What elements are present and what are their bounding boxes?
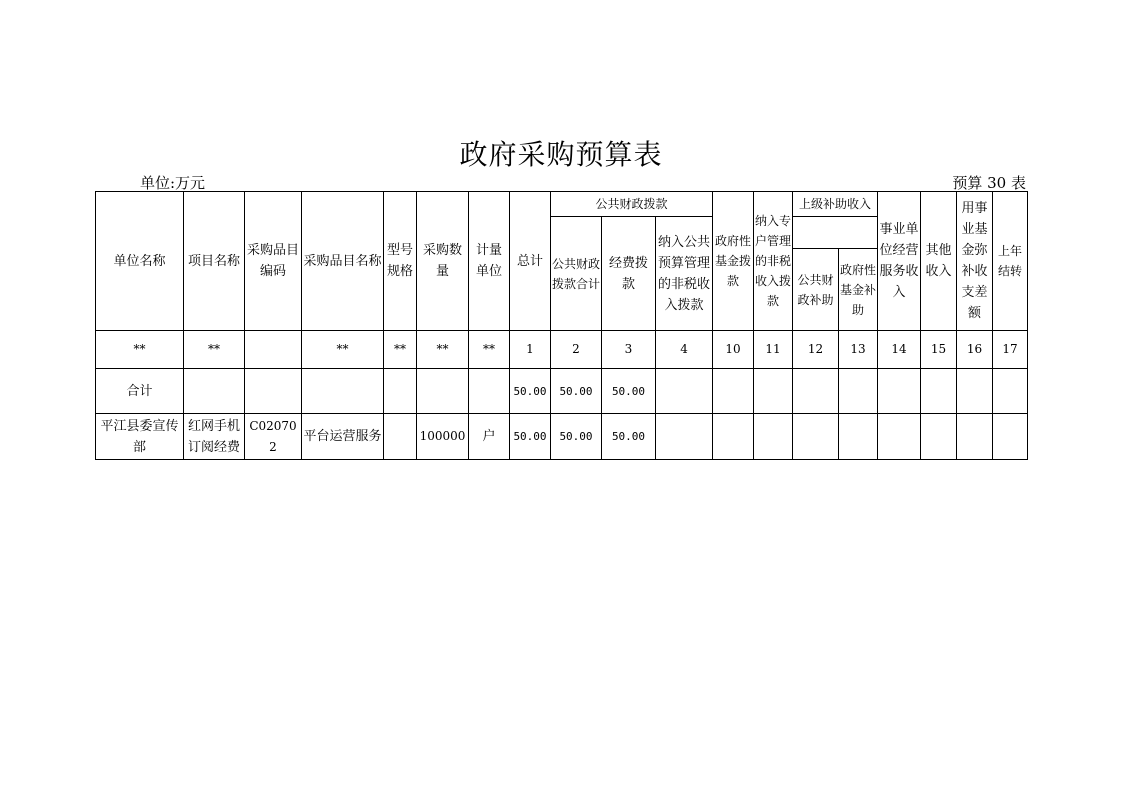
- table-cell: 平江县委宣传部: [96, 414, 184, 460]
- table-cell: [713, 369, 754, 414]
- header-public-fiscal-total: 公共财政拨款合计: [551, 217, 602, 331]
- header-other-income: 其他收入: [921, 192, 957, 331]
- index-cell: **: [469, 331, 510, 369]
- header-measure-unit: 计量单位: [469, 192, 510, 331]
- table-cell: [839, 369, 878, 414]
- table-cell: 50.00: [602, 369, 656, 414]
- index-cell: 13: [839, 331, 878, 369]
- header-unit-name: 单位名称: [96, 192, 184, 331]
- header-gov-fund-subsidy: 政府性基金补助: [839, 249, 878, 331]
- table-cell: 50.00: [551, 369, 602, 414]
- table-cell: 红网手机订阅经费: [184, 414, 245, 460]
- table-cell: C020702: [245, 414, 302, 460]
- header-fund-allocation: 经费拨款: [602, 217, 656, 331]
- index-cell: 4: [656, 331, 713, 369]
- table-cell: [656, 414, 713, 460]
- table-cell: [839, 414, 878, 460]
- index-cell: **: [302, 331, 384, 369]
- table-cell: [302, 369, 384, 414]
- table-cell: [184, 369, 245, 414]
- index-cell: 14: [878, 331, 921, 369]
- index-cell: 12: [793, 331, 839, 369]
- table-cell: [921, 414, 957, 460]
- index-cell: 11: [754, 331, 793, 369]
- table-cell: 户: [469, 414, 510, 460]
- index-cell: **: [96, 331, 184, 369]
- table-cell: [245, 369, 302, 414]
- header-gov-fund-allocation: 政府性基金拨款: [713, 192, 754, 331]
- table-number: 预算 30 表: [952, 174, 1026, 192]
- table-cell: [384, 369, 417, 414]
- table-cell: 100000: [417, 414, 469, 460]
- table-cell: 50.00: [551, 414, 602, 460]
- header-item-name: 采购品目名称: [302, 192, 384, 331]
- table-cell: [993, 369, 1028, 414]
- index-cell: 3: [602, 331, 656, 369]
- header-fund-make-up: 用事业基金弥补收支差额: [957, 192, 993, 331]
- index-cell: 2: [551, 331, 602, 369]
- table-cell: [878, 414, 921, 460]
- table-cell: 50.00: [510, 369, 551, 414]
- index-cell: 1: [510, 331, 551, 369]
- table-row: [96, 414, 1028, 460]
- header-special-account-nontax: 纳入专户管理的非税收入拨款: [754, 192, 793, 331]
- table-cell: [469, 369, 510, 414]
- procurement-budget-table: [95, 191, 1028, 460]
- index-cell: 15: [921, 331, 957, 369]
- header-quantity: 采购数量: [417, 192, 469, 331]
- table-cell: [384, 414, 417, 460]
- table-cell: [957, 369, 993, 414]
- table-cell: [993, 414, 1028, 460]
- table-cell: 50.00: [602, 414, 656, 460]
- header-superior-subsidy-group: 上级补助收入: [793, 192, 878, 217]
- index-cell: **: [384, 331, 417, 369]
- unit-label: 单位:万元: [140, 174, 206, 192]
- index-cell: **: [417, 331, 469, 369]
- header-public-fiscal-subsidy: 公共财政补助: [793, 249, 839, 331]
- table-cell: 50.00: [510, 414, 551, 460]
- index-cell: **: [184, 331, 245, 369]
- table-cell: [878, 369, 921, 414]
- table-cell: [921, 369, 957, 414]
- table-cell: [957, 414, 993, 460]
- table-cell: [713, 414, 754, 460]
- table-cell: [417, 369, 469, 414]
- header-model-spec: 型号规格: [384, 192, 417, 331]
- index-cell: 17: [993, 331, 1028, 369]
- table-cell: [793, 369, 839, 414]
- header-nontax-public-budget: 纳入公共预算管理的非税收入拨款: [656, 217, 713, 331]
- index-cell: 10: [713, 331, 754, 369]
- table-cell: 平台运营服务: [302, 414, 384, 460]
- index-row: [96, 331, 1028, 369]
- table-row-total: [96, 369, 1028, 414]
- table-cell: [754, 414, 793, 460]
- header-last-year-carry: 上年结转: [993, 192, 1028, 331]
- table-cell: 合计: [96, 369, 184, 414]
- index-cell: [245, 331, 302, 369]
- table-cell: [754, 369, 793, 414]
- header-total: 总计: [510, 192, 551, 331]
- header-public-fiscal-group: 公共财政拨款: [551, 192, 713, 217]
- header-item-code: 采购品目编码: [245, 192, 302, 331]
- header-project-name: 项目名称: [184, 192, 245, 331]
- header-business-income: 事业单位经营服务收入: [878, 192, 921, 331]
- table-cell: [793, 414, 839, 460]
- page-title: 政府采购预算表: [459, 138, 663, 171]
- table-cell: [656, 369, 713, 414]
- index-cell: 16: [957, 331, 993, 369]
